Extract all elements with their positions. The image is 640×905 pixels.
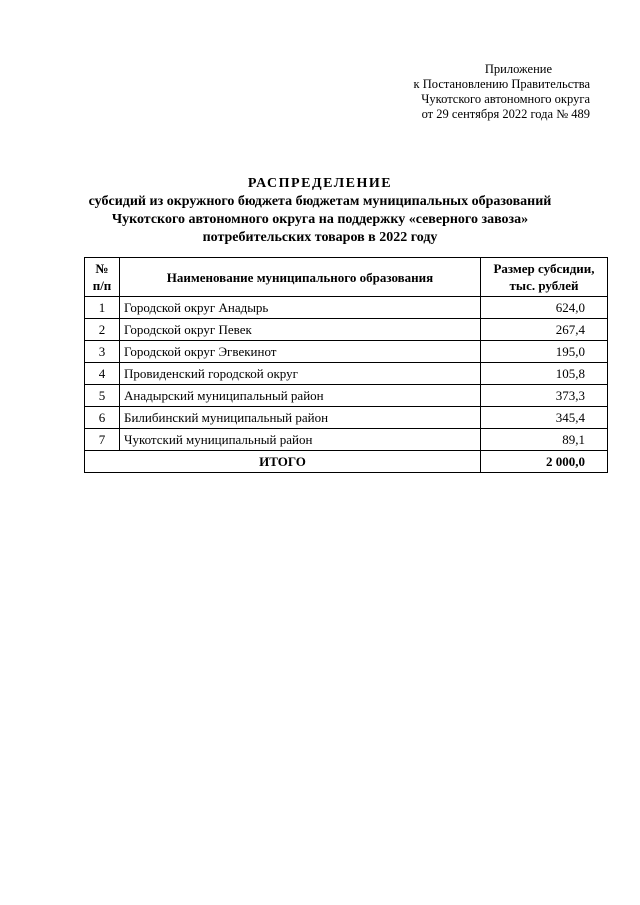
document-subtitle-line-2: Чукотского автономного округа на поддержку «северного завоза» — [111, 212, 529, 227]
row-amount: 345,4 — [481, 407, 608, 429]
document-subtitle-line-3: потребительских товаров в 2022 году — [202, 230, 438, 245]
total-amount: 2 000,0 — [481, 451, 608, 473]
header-amount — [481, 258, 608, 297]
header-amount-line-1: Размер субсидии, — [493, 261, 595, 276]
row-amount: 195,0 — [481, 341, 608, 363]
table-total-row — [85, 451, 608, 473]
header-num-line-1: № — [95, 261, 109, 276]
header-num — [85, 258, 120, 297]
distribution-table — [84, 257, 608, 473]
table-row — [85, 429, 608, 451]
row-amount: 267,4 — [481, 319, 608, 341]
row-name: Городской округ Певек — [120, 319, 481, 341]
header-num-line-2: п/п — [92, 278, 112, 293]
table-row — [85, 363, 608, 385]
row-num: 4 — [85, 363, 120, 385]
row-num: 2 — [85, 319, 120, 341]
row-amount: 89,1 — [481, 429, 608, 451]
table-row — [85, 319, 608, 341]
appendix-label: Приложение — [484, 62, 552, 76]
row-num: 6 — [85, 407, 120, 429]
document-title: РАСПРЕДЕЛЕНИЕ — [247, 176, 393, 191]
row-name: Провиденский городской округ — [120, 363, 481, 385]
appendix-block — [270, 62, 590, 122]
table-header-row — [85, 258, 608, 297]
header-amount-line-2: тыс. рублей — [509, 278, 579, 293]
document-heading — [0, 175, 640, 247]
row-num: 1 — [85, 297, 120, 319]
row-name: Чукотский муниципальный район — [120, 429, 481, 451]
table-row — [85, 341, 608, 363]
row-name: Городской округ Эгвекинот — [120, 341, 481, 363]
appendix-resolution: к Постановлению Правительства — [413, 77, 590, 91]
row-num: 7 — [85, 429, 120, 451]
appendix-date: от 29 сентября 2022 года № 489 — [421, 107, 590, 121]
table-row — [85, 385, 608, 407]
total-label: ИТОГО — [85, 451, 481, 473]
table-row — [85, 407, 608, 429]
document-subtitle-line-1: субсидий из окружного бюджета бюджетам муниципальных образований — [88, 194, 552, 209]
row-name: Городской округ Анадырь — [120, 297, 481, 319]
table-row — [85, 297, 608, 319]
header-name: Наименование муниципального образования — [120, 258, 481, 297]
row-amount: 624,0 — [481, 297, 608, 319]
row-amount: 373,3 — [481, 385, 608, 407]
row-name: Анадырский муниципальный район — [120, 385, 481, 407]
appendix-region: Чукотского автономного округа — [421, 92, 590, 106]
row-name: Билибинский муниципальный район — [120, 407, 481, 429]
row-num: 5 — [85, 385, 120, 407]
row-amount: 105,8 — [481, 363, 608, 385]
row-num: 3 — [85, 341, 120, 363]
